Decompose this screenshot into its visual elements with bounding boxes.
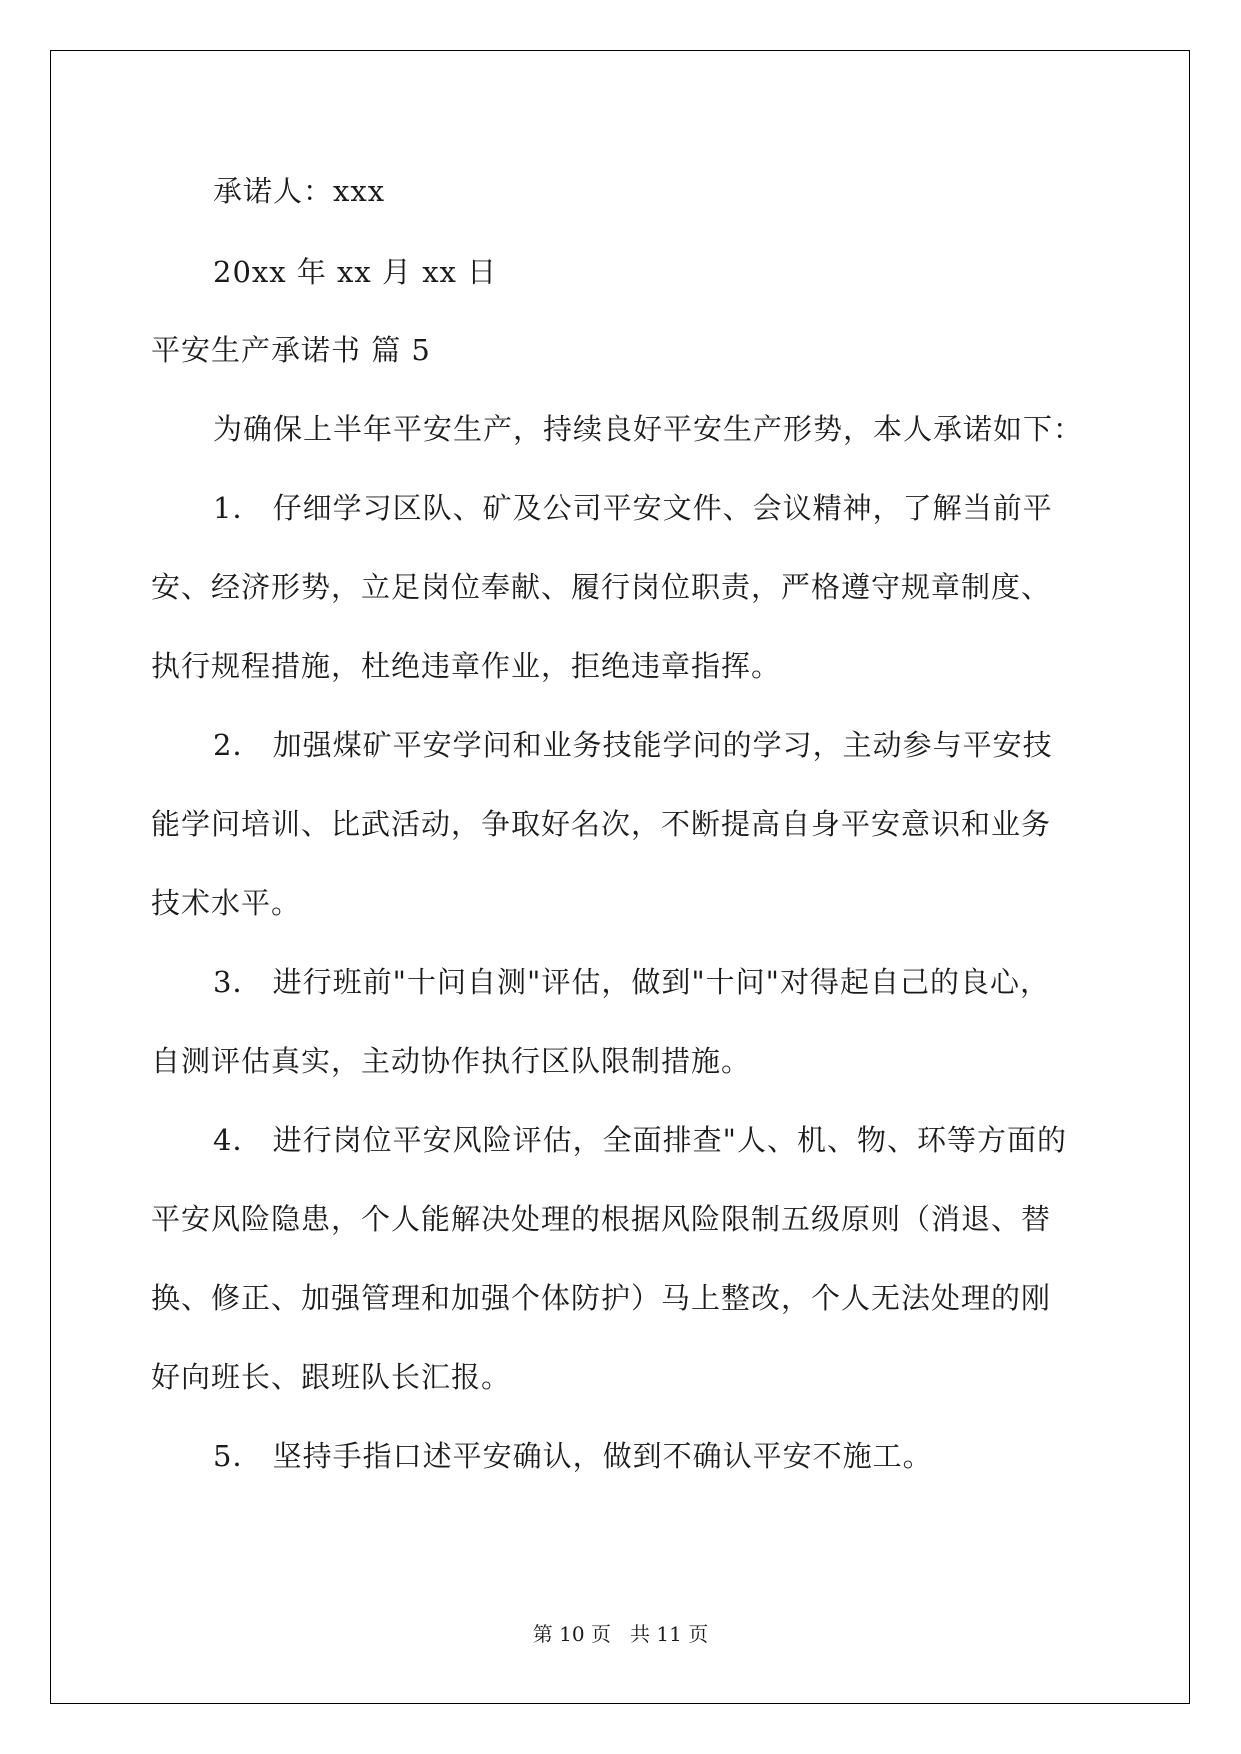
item-5-line-1: 5． 坚持手指口述平安确认，做到不确认平安不施工。: [213, 1439, 933, 1473]
page-number-footer: 第 10 页 共 11 页: [532, 1622, 709, 1646]
item-4-line-1: 4． 进行岗位平安风险评估，全面排查"人、机、物、环等方面的: [213, 1123, 1068, 1157]
item-1-line-2: 安、经济形势，立足岗位奉献、履行岗位职责，严格遵守规章制度、: [151, 570, 1052, 604]
item-1-line-1: 1． 仔细学习区队、矿及公司平安文件、会议精神，了解当前平: [213, 491, 1053, 525]
item-1-line-3: 执行规程措施，杜绝违章作业，拒绝违章指挥。: [151, 649, 782, 683]
item-2-line-1: 2． 加强煤矿平安学问和业务技能学问的学习，主动参与平安技: [213, 728, 1053, 762]
item-4-line-2: 平安风险隐患，个人能解决处理的根据风险限制五级原则（消退、替: [151, 1202, 1052, 1236]
intro-paragraph: 为确保上半年平安生产，持续良好平安生产形势，本人承诺如下：: [213, 412, 1084, 446]
item-4-line-4: 好向班长、跟班队长汇报。: [151, 1360, 512, 1394]
item-4-line-3: 换、修正、加强管理和加强个体防护）马上整改，个人无法处理的刚: [151, 1281, 1052, 1315]
item-3-line-2: 自测评估真实，主动协作执行区队限制措施。: [151, 1044, 752, 1078]
item-3-line-1: 3． 进行班前"十问自测"评估，做到"十问"对得起自己的良心，: [213, 965, 1051, 999]
signatory-line: 承诺人：xxx: [213, 174, 386, 208]
item-2-line-2: 能学问培训、比武活动，争取好名次，不断提高自身平安意识和业务: [151, 807, 1052, 841]
item-2-line-3: 技术水平。: [151, 886, 302, 920]
section-title: 平安生产承诺书 篇 5: [151, 333, 431, 367]
date-line: 20xx 年 xx 月 xx 日: [213, 255, 498, 289]
